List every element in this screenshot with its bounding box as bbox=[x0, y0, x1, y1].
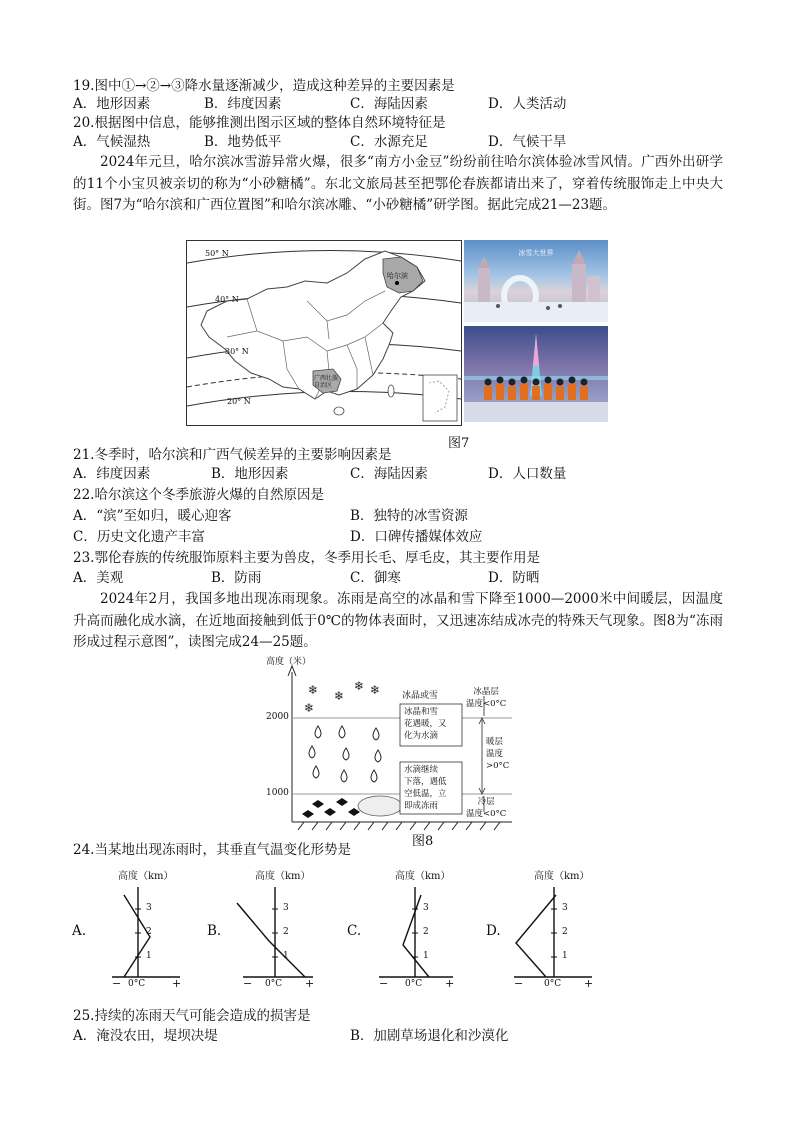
q24-letter-b: B. bbox=[207, 923, 222, 939]
freeze-box-line-3: 空低温，立 bbox=[404, 789, 447, 799]
q24-d-tick-1: 1 bbox=[562, 951, 568, 961]
melt-box bbox=[404, 706, 447, 742]
q24-b-plus: + bbox=[305, 977, 315, 990]
melt-box-line-3: 化为水滴 bbox=[404, 731, 439, 741]
freeze-box-line-1: 水滴继续 bbox=[404, 765, 439, 775]
q19-option-b: B．纬度因素 bbox=[204, 96, 282, 112]
q19-option-a: A．地形因素 bbox=[73, 96, 151, 112]
lat-label-20: 20° N bbox=[227, 397, 251, 406]
fig7-caption: 图7 bbox=[448, 436, 470, 451]
cold-layer-label bbox=[466, 796, 506, 820]
ice-layer-label bbox=[466, 686, 506, 710]
ice-layer-name: 冰晶层 bbox=[473, 687, 499, 697]
warm-layer-name: 暖层 bbox=[486, 737, 504, 747]
q20-stem: 20.根据图中信息，能够推测出图示区域的整体自然环境特征是 bbox=[73, 115, 446, 131]
q24-c-plus: + bbox=[445, 977, 455, 990]
fig8-caption: 图8 bbox=[412, 834, 434, 849]
q21-stem: 21.冬季时，哈尔滨和广西气候差异的主要影响因素是 bbox=[73, 447, 392, 463]
q20-option-b: B．地势低平 bbox=[204, 134, 282, 150]
q21-option-c: C．海陆因素 bbox=[350, 466, 428, 482]
q24-c-xlabel: 0°C bbox=[405, 979, 423, 989]
q22-option-d: D．口碑传播媒体效应 bbox=[350, 529, 483, 545]
q24-letter-d: D. bbox=[486, 923, 501, 939]
ice-label: 冰晶或雪 bbox=[402, 691, 439, 701]
q24-c-tick-3: 3 bbox=[423, 903, 429, 913]
student-group-photo bbox=[464, 326, 608, 422]
q24-option-a-graph bbox=[68, 865, 188, 995]
q22-option-a: A．“滨”至如归，暖心迎客 bbox=[73, 508, 232, 524]
q24-a-axis-title: 高度（km） bbox=[118, 871, 174, 882]
svg-text:❄: ❄ bbox=[308, 683, 319, 697]
q19-option-c: C．海陆因素 bbox=[350, 96, 428, 112]
q24-c-tick-1: 1 bbox=[423, 951, 429, 961]
q24-d-axis-title: 高度（km） bbox=[534, 871, 590, 882]
lat-label-50: 50° N bbox=[205, 249, 229, 258]
q22-option-c: C．历史文化遗产丰富 bbox=[73, 529, 205, 545]
ice-world-title: 冰雪大世界 bbox=[518, 249, 554, 257]
q22-option-b: B．独特的冰雪资源 bbox=[350, 508, 468, 524]
svg-text:❄: ❄ bbox=[370, 683, 381, 697]
fig8-tick-1000: 1000 bbox=[266, 788, 289, 798]
svg-text:❄: ❄ bbox=[334, 689, 345, 703]
melt-box-line-2: 花遇暖，又 bbox=[404, 719, 447, 729]
passage-freezing-rain: 2024年2月，我国多地出现冻雨现象。冻雨是高空的冰晶和雪下降至1000—2000米中间暖层，因温度升高而融化成水滴，在近地面接触到低于0℃的物体表面时，又迅速冻结成冰壳的特殊天气现象。图8为“冻雨形成过程示意图”，读图完成24—25题。 bbox=[73, 591, 723, 650]
harbin-label: 哈尔滨 bbox=[387, 272, 408, 280]
freeze-box-line-4: 即成冻雨 bbox=[404, 801, 439, 811]
q24-a-tick-3: 3 bbox=[146, 903, 152, 913]
q23-option-b: B．防雨 bbox=[211, 570, 262, 586]
q24-c-axis-title: 高度（km） bbox=[395, 871, 451, 882]
q24-d-plus: + bbox=[584, 977, 594, 990]
q23-stem: 23.鄂伦春族的传统服饰原料主要为兽皮，冬季用长毛、厚毛皮，其主要作用是 bbox=[73, 550, 540, 566]
fig8-y-label: 高度（米） bbox=[266, 657, 312, 667]
lat-label-40: 40° N bbox=[215, 295, 239, 304]
q24-a-tick-2: 2 bbox=[146, 927, 152, 937]
freeze-box-line-2: 下落，遇低 bbox=[404, 777, 447, 787]
melt-box-line-1: 冰晶和雪 bbox=[404, 707, 439, 717]
lat-label-30: 30° N bbox=[225, 347, 249, 356]
q20-option-d: D．气候干旱 bbox=[488, 134, 567, 150]
freeze-box bbox=[404, 764, 447, 812]
q20-option-c: C．水源充足 bbox=[350, 134, 428, 150]
q24-option-b-graph bbox=[205, 865, 325, 995]
q25-stem: 25.持续的冻雨天气可能会造成的损害是 bbox=[73, 1008, 311, 1024]
q24-d-tick-3: 3 bbox=[562, 903, 568, 913]
q19-option-d: D．人类活动 bbox=[488, 96, 567, 112]
q21-option-a: A．纬度因素 bbox=[73, 466, 151, 482]
cold-layer-name: 冷层 bbox=[477, 797, 495, 807]
q24-b-tick-1: 1 bbox=[283, 951, 289, 961]
q24-d-xlabel: 0°C bbox=[544, 979, 562, 989]
q24-letter-a: A. bbox=[72, 923, 87, 939]
q21-option-b: B．地形因素 bbox=[211, 466, 289, 482]
q24-b-tick-3: 3 bbox=[283, 903, 289, 913]
q24-b-axis-title: 高度（km） bbox=[255, 871, 311, 882]
q24-option-d-graph bbox=[484, 865, 604, 995]
q20-option-a: A．气候湿热 bbox=[73, 134, 151, 150]
q24-b-minus: − bbox=[243, 977, 253, 990]
q22-stem: 22.哈尔滨这个冬季旅游火爆的自然原因是 bbox=[73, 487, 324, 503]
q19-stem: 19.图中①→②→③降水量逐渐减少，造成这种差异的主要因素是 bbox=[73, 78, 455, 94]
q24-b-tick-2: 2 bbox=[283, 927, 289, 937]
q21-option-d: D．人口数量 bbox=[488, 466, 567, 482]
fig8-diagram bbox=[262, 654, 532, 850]
q24-a-xlabel: 0°C bbox=[128, 979, 146, 989]
q24-a-plus: + bbox=[172, 977, 182, 990]
q24-option-c-graph bbox=[345, 865, 465, 995]
ice-world-photo bbox=[464, 240, 608, 322]
ice-layer-temp: 温度<0°C bbox=[466, 699, 507, 709]
svg-text:❄: ❄ bbox=[354, 679, 365, 693]
fig8-tick-2000: 2000 bbox=[266, 712, 289, 722]
q24-b-xlabel: 0°C bbox=[265, 979, 283, 989]
q24-d-minus: − bbox=[514, 977, 524, 990]
guangxi-label: 广西壮族自治区 bbox=[314, 375, 339, 389]
q25-option-b: B．加剧草场退化和沙漠化 bbox=[350, 1028, 509, 1044]
passage-harbin: 2024年元旦，哈尔滨冰雪游异常火爆，很多“南方小金豆”纷纷前往哈尔滨体验冰雪风情。广西外出研学的11个小宝贝被亲切的称为“小砂糖橘”。东北文旅局甚至把鄂伦春族都请出来了，穿着传统服饰走上中央大街。图7为“哈尔滨和广西位置图”和哈尔滨冰雕、“小砂糖橘”研学图。据此完成21—23题。 bbox=[73, 154, 723, 213]
fig7-map bbox=[186, 240, 462, 426]
q24-d-tick-2: 2 bbox=[562, 927, 568, 937]
svg-text:❄: ❄ bbox=[304, 701, 315, 715]
q25-option-a: A．淹没农田，堤坝决堤 bbox=[73, 1028, 218, 1044]
warm-layer-temp-1: 温度 bbox=[486, 749, 504, 759]
q24-c-minus: − bbox=[379, 977, 389, 990]
q23-option-c: C．御寒 bbox=[350, 570, 401, 586]
q24-c-tick-2: 2 bbox=[423, 927, 429, 937]
cold-layer-temp: 温度<0°C bbox=[466, 809, 507, 819]
q23-option-d: D．防晒 bbox=[488, 570, 540, 586]
q24-a-minus: − bbox=[112, 977, 122, 990]
q24-stem: 24.当某地出现冻雨时，其垂直气温变化形势是 bbox=[73, 842, 351, 858]
q23-option-a: A．美观 bbox=[73, 570, 124, 586]
q24-a-tick-1: 1 bbox=[146, 951, 152, 961]
warm-layer-label bbox=[486, 736, 509, 772]
warm-layer-temp-2: >0°C bbox=[486, 761, 510, 771]
q24-letter-c: C. bbox=[347, 923, 362, 939]
